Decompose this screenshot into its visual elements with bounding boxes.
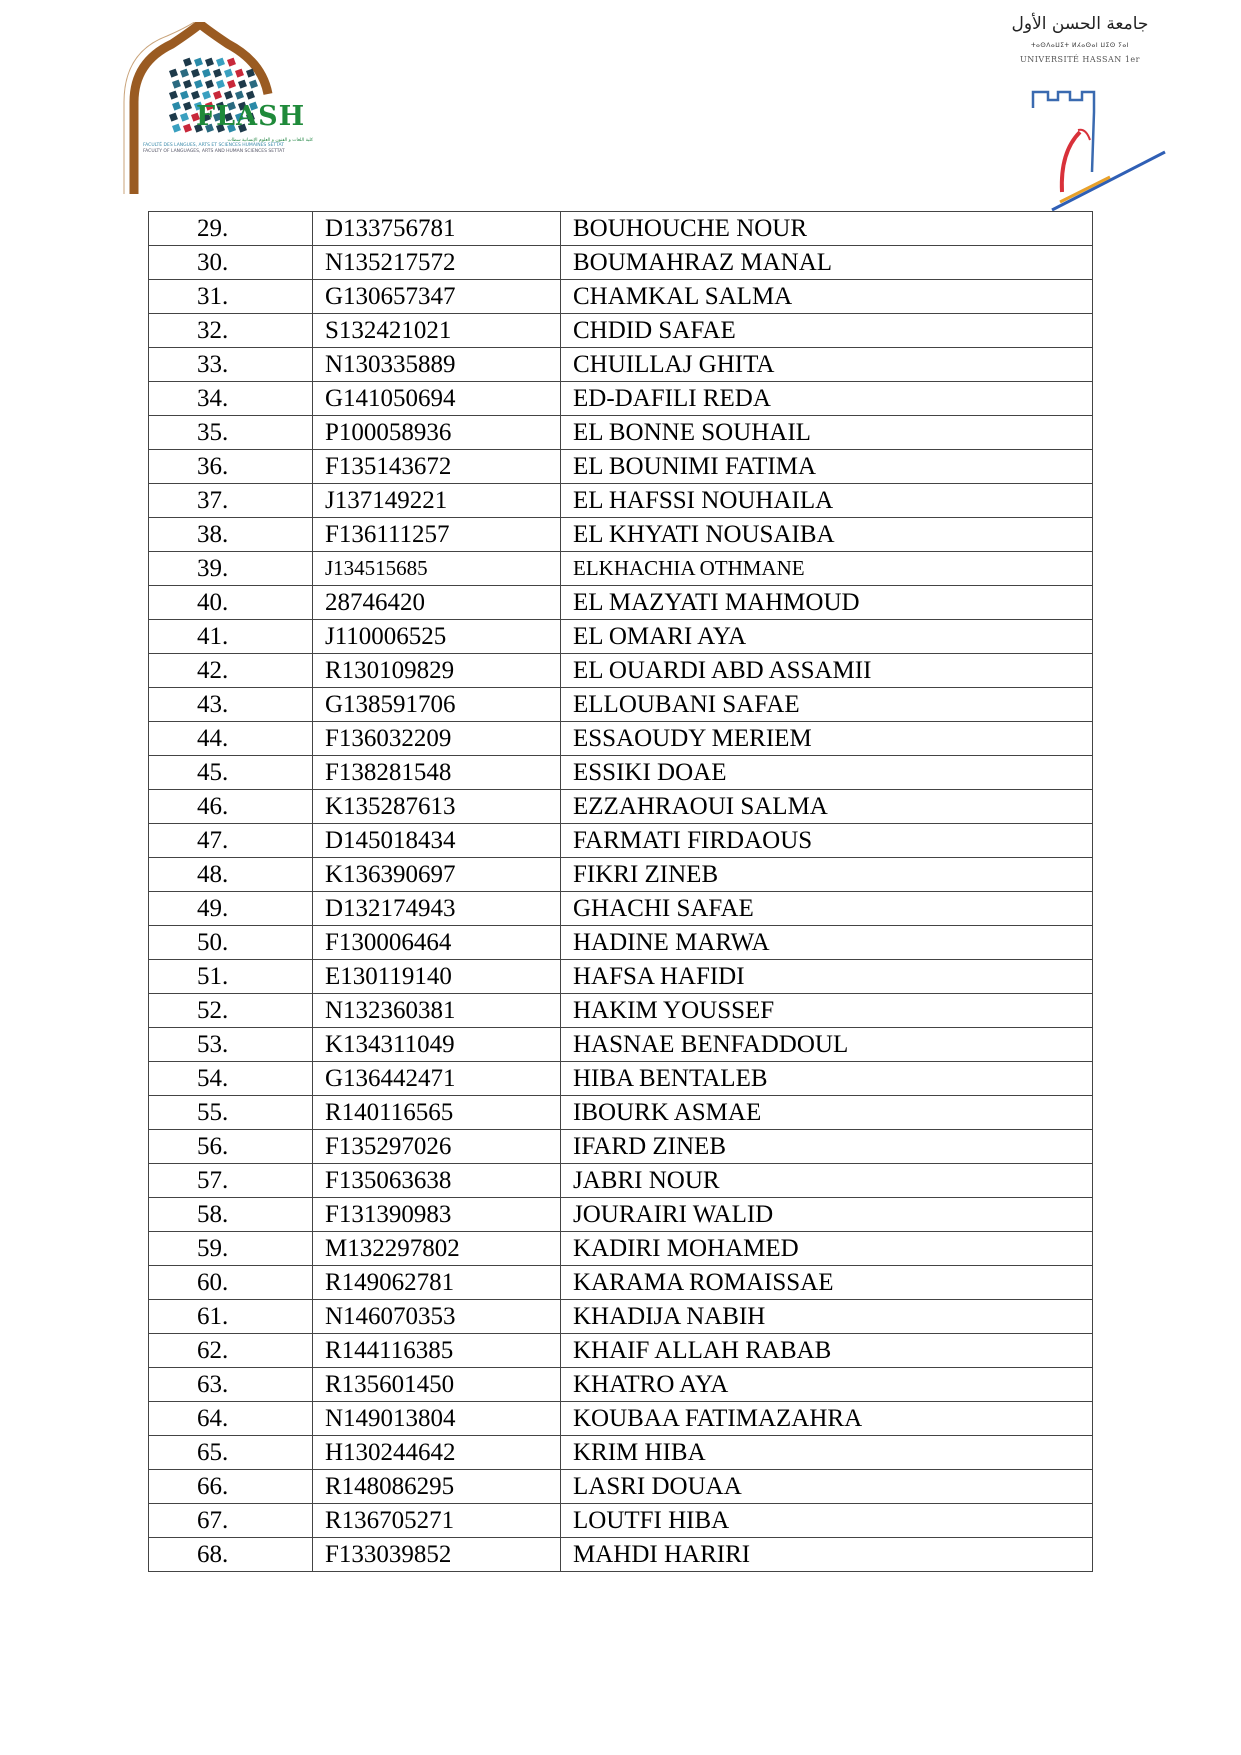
globe-tile xyxy=(169,69,178,78)
globe-tile xyxy=(216,80,225,89)
row-number: 37. xyxy=(149,484,313,518)
student-id: N130335889 xyxy=(313,348,561,382)
student-name: KHADIJA NABIH xyxy=(561,1300,1093,1334)
student-name: EL MAZYATI MAHMOUD xyxy=(561,586,1093,620)
student-id: G141050694 xyxy=(313,382,561,416)
table-row xyxy=(149,1130,1093,1164)
row-number: 64. xyxy=(149,1402,313,1436)
faculty-name-en: FACULTY OF LANGUAGES, ARTS AND HUMAN SCIENCES SETTAT xyxy=(143,148,285,154)
student-name: IFARD ZINEB xyxy=(561,1130,1093,1164)
table-row xyxy=(149,552,1093,586)
student-id: F131390983 xyxy=(313,1198,561,1232)
student-id: P100058936 xyxy=(313,416,561,450)
student-id: F133039852 xyxy=(313,1538,561,1572)
globe-tile xyxy=(235,91,244,100)
globe-tile xyxy=(238,80,247,89)
student-id: N132360381 xyxy=(313,994,561,1028)
table-row xyxy=(149,1028,1093,1062)
row-number: 67. xyxy=(149,1504,313,1538)
row-number: 36. xyxy=(149,450,313,484)
globe-tile xyxy=(227,80,236,89)
table-row xyxy=(149,1368,1093,1402)
row-number: 32. xyxy=(149,314,313,348)
table-row xyxy=(149,484,1093,518)
table-row xyxy=(149,960,1093,994)
globe-tile xyxy=(202,69,211,78)
flash-wordmark: FLASH xyxy=(196,101,306,132)
student-id: N146070353 xyxy=(313,1300,561,1334)
table-row xyxy=(149,348,1093,382)
row-number: 30. xyxy=(149,246,313,280)
row-number: 33. xyxy=(149,348,313,382)
table-row xyxy=(149,688,1093,722)
student-id: J110006525 xyxy=(313,620,561,654)
student-name: HADINE MARWA xyxy=(561,926,1093,960)
faculty-name-ar: كلية اللغات و الفنون و العلوم الإنسانية سطات xyxy=(227,138,313,143)
table-row xyxy=(149,1232,1093,1266)
student-name: EL OMARI AYA xyxy=(561,620,1093,654)
student-name: IBOURK ASMAE xyxy=(561,1096,1093,1130)
student-name: KHAIF ALLAH RABAB xyxy=(561,1334,1093,1368)
student-name: ELKHACHIA OTHMANE xyxy=(561,552,1093,586)
university-name-tifinagh: ⵜⴰⵙⴷⴰⵡⵉⵜ ⵍⵃⴰⵙⴰⵏ ⵡⵉⵙ ⵢⴰⵏ xyxy=(1030,42,1130,49)
student-name: KARAMA ROMAISSAE xyxy=(561,1266,1093,1300)
row-number: 68. xyxy=(149,1538,313,1572)
student-name: HAKIM YOUSSEF xyxy=(561,994,1093,1028)
student-list-table xyxy=(148,211,1093,1572)
globe-tile xyxy=(205,80,214,89)
student-id: F138281548 xyxy=(313,756,561,790)
student-name: FIKRI ZINEB xyxy=(561,858,1093,892)
student-id: F136111257 xyxy=(313,518,561,552)
student-id: G136442471 xyxy=(313,1062,561,1096)
student-id: R136705271 xyxy=(313,1504,561,1538)
table-row xyxy=(149,1300,1093,1334)
row-number: 59. xyxy=(149,1232,313,1266)
globe-tile xyxy=(235,69,244,78)
student-name: EL HAFSSI NOUHAILA xyxy=(561,484,1093,518)
student-name: CHDID SAFAE xyxy=(561,314,1093,348)
row-number: 41. xyxy=(149,620,313,654)
student-id: H130244642 xyxy=(313,1436,561,1470)
globe-tile xyxy=(227,58,236,67)
row-number: 51. xyxy=(149,960,313,994)
table-row xyxy=(149,858,1093,892)
globe-tile xyxy=(246,91,255,100)
student-name: MAHDI HARIRI xyxy=(561,1538,1093,1572)
student-name: BOUHOUCHE NOUR xyxy=(561,212,1093,246)
student-id: F135063638 xyxy=(313,1164,561,1198)
globe-tile xyxy=(172,124,181,133)
student-id: F136032209 xyxy=(313,722,561,756)
globe-tile xyxy=(172,80,181,89)
globe-tile xyxy=(205,58,214,67)
table-row xyxy=(149,1504,1093,1538)
row-number: 31. xyxy=(149,280,313,314)
table-row xyxy=(149,1436,1093,1470)
row-number: 66. xyxy=(149,1470,313,1504)
table-row xyxy=(149,926,1093,960)
student-id: F130006464 xyxy=(313,926,561,960)
row-number: 65. xyxy=(149,1436,313,1470)
globe-tile xyxy=(202,91,211,100)
student-id: N135217572 xyxy=(313,246,561,280)
student-name: EL BOUNIMI FATIMA xyxy=(561,450,1093,484)
table-row xyxy=(149,790,1093,824)
row-number: 62. xyxy=(149,1334,313,1368)
student-name: FARMATI FIRDAOUS xyxy=(561,824,1093,858)
row-number: 42. xyxy=(149,654,313,688)
student-name: ELLOUBANI SAFAE xyxy=(561,688,1093,722)
row-number: 50. xyxy=(149,926,313,960)
table-row xyxy=(149,416,1093,450)
globe-tile xyxy=(224,69,233,78)
student-id: N149013804 xyxy=(313,1402,561,1436)
student-name: EZZAHRAOUI SALMA xyxy=(561,790,1093,824)
university-name-ar: جامعة الحسن الأول xyxy=(1011,14,1149,34)
row-number: 40. xyxy=(149,586,313,620)
row-number: 54. xyxy=(149,1062,313,1096)
student-name: EL OUARDI ABD ASSAMII xyxy=(561,654,1093,688)
row-number: 63. xyxy=(149,1368,313,1402)
table-row xyxy=(149,246,1093,280)
table-row xyxy=(149,994,1093,1028)
student-name: KHATRO AYA xyxy=(561,1368,1093,1402)
row-number: 53. xyxy=(149,1028,313,1062)
table-row xyxy=(149,382,1093,416)
globe-tile xyxy=(180,69,189,78)
globe-tile xyxy=(249,80,258,89)
table-row xyxy=(149,280,1093,314)
student-id: R140116565 xyxy=(313,1096,561,1130)
globe-tile xyxy=(169,113,178,122)
student-id: G130657347 xyxy=(313,280,561,314)
student-id: R144116385 xyxy=(313,1334,561,1368)
globe-tile xyxy=(194,58,203,67)
row-number: 49. xyxy=(149,892,313,926)
student-name: HAFSA HAFIDI xyxy=(561,960,1093,994)
student-id: D145018434 xyxy=(313,824,561,858)
student-name: EL BONNE SOUHAIL xyxy=(561,416,1093,450)
table-row xyxy=(149,620,1093,654)
student-name: ESSAOUDY MERIEM xyxy=(561,722,1093,756)
table-row xyxy=(149,586,1093,620)
student-id: K135287613 xyxy=(313,790,561,824)
table-row xyxy=(149,314,1093,348)
student-name: JOURAIRI WALID xyxy=(561,1198,1093,1232)
student-name: ESSIKI DOAE xyxy=(561,756,1093,790)
student-id: S132421021 xyxy=(313,314,561,348)
faculty-subtitle xyxy=(143,138,313,154)
student-id: F135143672 xyxy=(313,450,561,484)
student-name: KADIRI MOHAMED xyxy=(561,1232,1093,1266)
student-id: D132174943 xyxy=(313,892,561,926)
student-id: M132297802 xyxy=(313,1232,561,1266)
student-name: HASNAE BENFADDOUL xyxy=(561,1028,1093,1062)
student-id: K134311049 xyxy=(313,1028,561,1062)
student-id: F135297026 xyxy=(313,1130,561,1164)
row-number: 58. xyxy=(149,1198,313,1232)
student-id: E130119140 xyxy=(313,960,561,994)
table-row xyxy=(149,1538,1093,1572)
globe-tile xyxy=(180,113,189,122)
globe-tile xyxy=(183,58,192,67)
student-name: GHACHI SAFAE xyxy=(561,892,1093,926)
row-number: 38. xyxy=(149,518,313,552)
table-row xyxy=(149,1266,1093,1300)
globe-tile xyxy=(191,69,200,78)
student-id: D133756781 xyxy=(313,212,561,246)
row-number: 61. xyxy=(149,1300,313,1334)
table-row xyxy=(149,1164,1093,1198)
row-number: 34. xyxy=(149,382,313,416)
table-row xyxy=(149,1334,1093,1368)
globe-tile xyxy=(216,58,225,67)
student-name: KOUBAA FATIMAZAHRA xyxy=(561,1402,1093,1436)
student-id: K136390697 xyxy=(313,858,561,892)
student-name: CHAMKAL SALMA xyxy=(561,280,1093,314)
student-id: J134515685 xyxy=(313,552,561,586)
table-row xyxy=(149,824,1093,858)
globe-tile xyxy=(194,80,203,89)
student-name: ED-DAFILI REDA xyxy=(561,382,1093,416)
student-id: R148086295 xyxy=(313,1470,561,1504)
row-number: 55. xyxy=(149,1096,313,1130)
row-number: 56. xyxy=(149,1130,313,1164)
table-row xyxy=(149,722,1093,756)
student-name: EL KHYATI NOUSAIBA xyxy=(561,518,1093,552)
student-name: LASRI DOUAA xyxy=(561,1470,1093,1504)
table-row xyxy=(149,1402,1093,1436)
university-tower-emblem-icon xyxy=(990,12,1170,212)
globe-tile xyxy=(183,80,192,89)
student-id: J137149221 xyxy=(313,484,561,518)
row-number: 45. xyxy=(149,756,313,790)
table-row xyxy=(149,1470,1093,1504)
row-number: 29. xyxy=(149,212,313,246)
table-row xyxy=(149,654,1093,688)
row-number: 43. xyxy=(149,688,313,722)
row-number: 52. xyxy=(149,994,313,1028)
globe-tile xyxy=(224,91,233,100)
student-name: BOUMAHRAZ MANAL xyxy=(561,246,1093,280)
university-name-fr: UNIVERSITÉ HASSAN 1er xyxy=(1020,55,1140,64)
table-row xyxy=(149,518,1093,552)
row-number: 47. xyxy=(149,824,313,858)
row-number: 48. xyxy=(149,858,313,892)
globe-tile xyxy=(180,91,189,100)
table-row xyxy=(149,892,1093,926)
student-name: KRIM HIBA xyxy=(561,1436,1093,1470)
table-row xyxy=(149,212,1093,246)
globe-tile xyxy=(183,124,192,133)
faculty-name-fr: FACULTÉ DES LANGUES, ARTS ET SCIENCES HUMAINES SETTAT xyxy=(143,143,284,149)
row-number: 60. xyxy=(149,1266,313,1300)
globe-tile xyxy=(213,91,222,100)
globe-tile xyxy=(169,91,178,100)
student-id: R130109829 xyxy=(313,654,561,688)
student-id: 28746420 xyxy=(313,586,561,620)
table-row xyxy=(149,1062,1093,1096)
table-row xyxy=(149,1198,1093,1232)
student-name: LOUTFI HIBA xyxy=(561,1504,1093,1538)
globe-tile xyxy=(213,69,222,78)
row-number: 57. xyxy=(149,1164,313,1198)
globe-tile xyxy=(183,102,192,111)
student-name: HIBA BENTALEB xyxy=(561,1062,1093,1096)
student-name: CHUILLAJ GHITA xyxy=(561,348,1093,382)
table-row xyxy=(149,1096,1093,1130)
table-row xyxy=(149,450,1093,484)
row-number: 44. xyxy=(149,722,313,756)
row-number: 46. xyxy=(149,790,313,824)
student-id: G138591706 xyxy=(313,688,561,722)
table-row xyxy=(149,756,1093,790)
student-id: R135601450 xyxy=(313,1368,561,1402)
student-name: JABRI NOUR xyxy=(561,1164,1093,1198)
globe-tile xyxy=(172,102,181,111)
student-list-body xyxy=(149,212,1093,1572)
row-number: 35. xyxy=(149,416,313,450)
globe-tile xyxy=(191,91,200,100)
student-id: R149062781 xyxy=(313,1266,561,1300)
row-number: 39. xyxy=(149,552,313,586)
